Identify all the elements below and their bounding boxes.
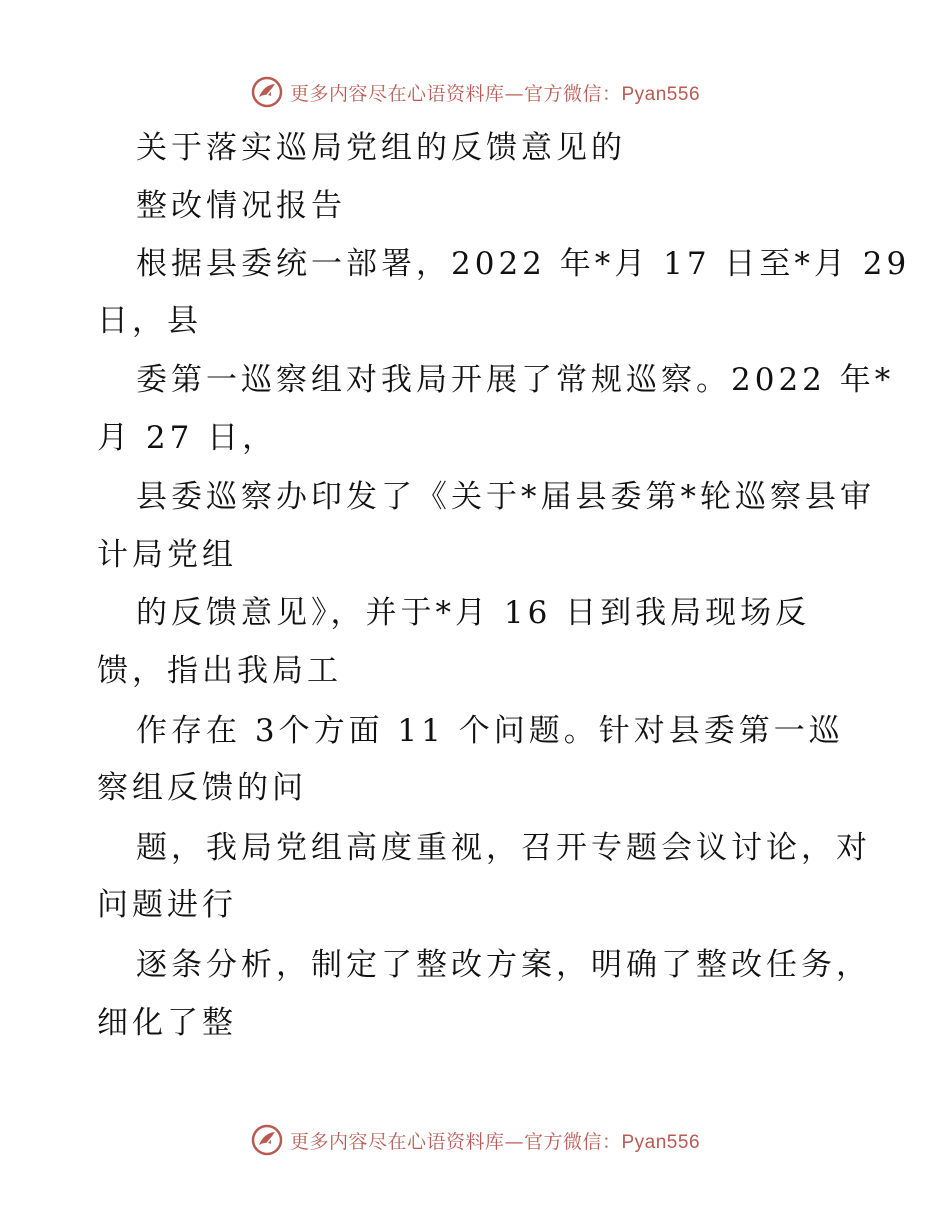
- doc-title-line-1: 关于落实巡局党组的反馈意见的: [136, 130, 626, 166]
- doc-paragraph-line: 的反馈意见》，并于*月 16 日到我局现场反: [136, 595, 811, 631]
- doc-paragraph-line: 委第一巡察组对我局开展了常规巡察。2022 年*: [136, 362, 895, 398]
- brand-logo-icon: [250, 75, 284, 109]
- header-watermark: [0, 72, 950, 112]
- doc-paragraph-line: 作存在 3个方面 11 个问题。针对县委第一巡: [136, 713, 844, 749]
- doc-paragraph-line: 馈，指出我局工: [97, 653, 342, 689]
- doc-paragraph-line: 细化了整: [97, 1005, 237, 1041]
- doc-paragraph-line: 问题进行: [97, 887, 237, 923]
- doc-paragraph-line: 察组反馈的问: [97, 770, 307, 806]
- doc-paragraph-line: 县委巡察办印发了《关于*届县委第*轮巡察县审: [136, 479, 875, 515]
- doc-paragraph-line: 月 27 日，: [97, 420, 278, 456]
- doc-paragraph-line: 计局党组: [97, 537, 237, 573]
- doc-paragraph-line: 逐条分析，制定了整改方案，明确了整改任务，: [136, 947, 871, 983]
- doc-paragraph-line: 日，县: [97, 303, 202, 339]
- brand-logo-icon: [250, 1123, 284, 1157]
- watermark-text: 更多内容尽在心语资料库—官方微信：Pyan556: [289, 1130, 701, 1153]
- footer-watermark: [0, 1120, 950, 1160]
- doc-title-line-2: 整改情况报告: [136, 188, 346, 224]
- doc-paragraph-line: 题，我局党组高度重视，召开专题会议讨论，对: [136, 830, 871, 866]
- doc-paragraph-line: 根据县委统一部署，2022 年*月 17 日至*月 29: [136, 246, 911, 282]
- watermark-text: 更多内容尽在心语资料库—官方微信：Pyan556: [289, 82, 701, 105]
